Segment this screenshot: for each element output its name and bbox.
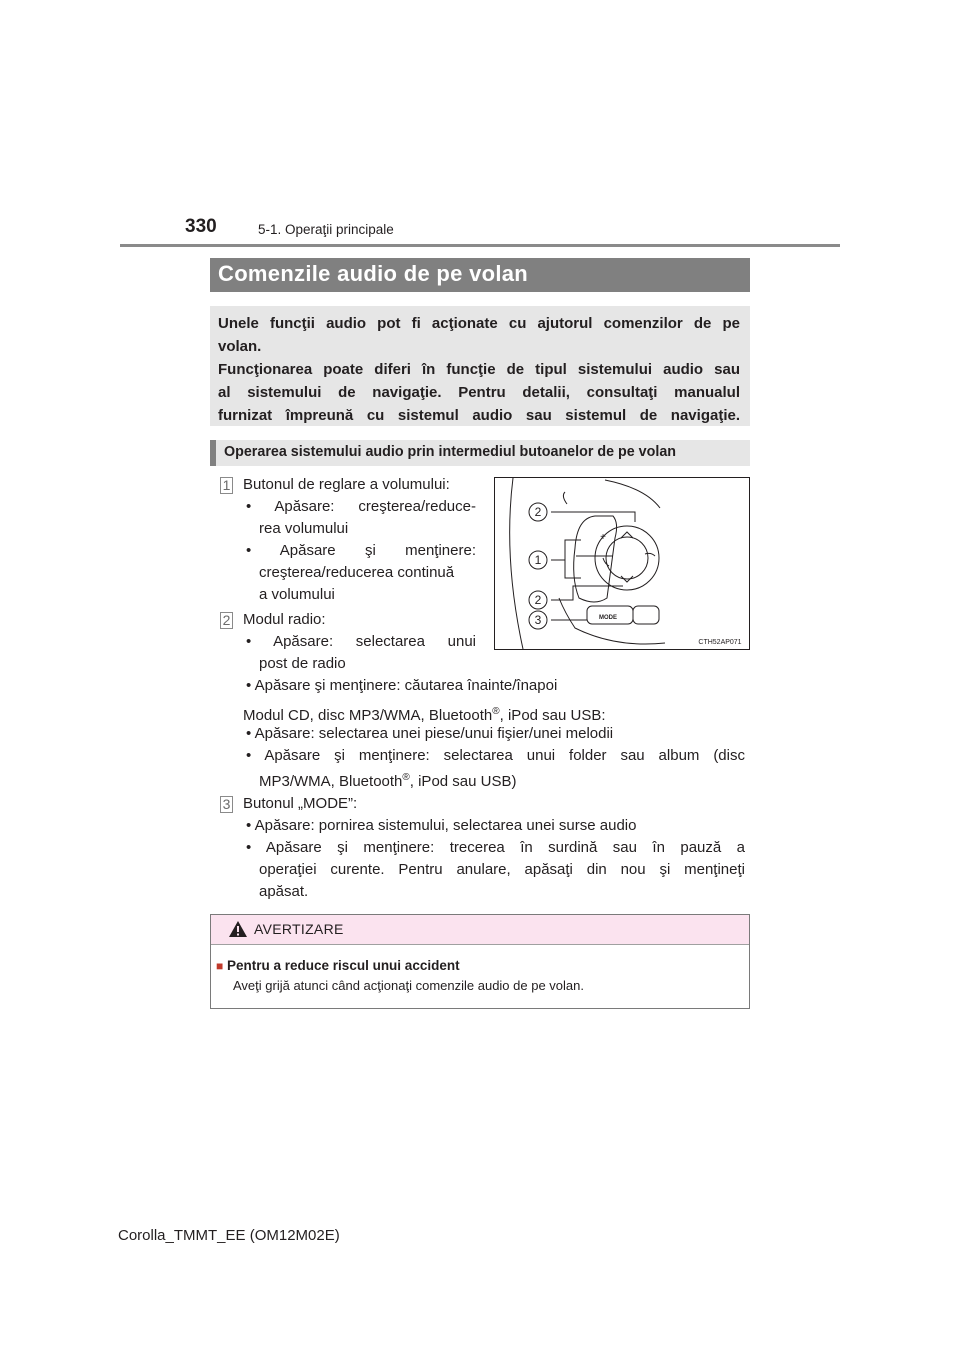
intro-line: volan. (218, 338, 262, 355)
item1-bullet-cont: rea volumului (259, 520, 349, 537)
callout-label: 1 (534, 553, 542, 567)
item3-bullet: • Apăsare şi menţinere: trecerea în surdină sau în pauză a (246, 839, 745, 856)
mode-label: MODE (599, 615, 617, 621)
item2-bullet: • Apăsare: selectarea unui (246, 633, 476, 650)
voice-button (633, 606, 659, 624)
item2-mode-text: , iPod sau USB: (499, 707, 606, 724)
wheel-detail (563, 492, 567, 504)
intro-line: Funcţionarea poate diferi în funcţie de tipul sistemului audio sau (218, 361, 740, 378)
item-number-2: 2 (220, 612, 233, 629)
subheading-bar (210, 440, 750, 466)
callout-label: 3 (534, 613, 542, 627)
subheading: Operarea sistemului audio prin intermediul butoanelor de pe volan (224, 444, 677, 460)
intro-line: furnizat împreună cu sistemul audio sau sistemul de navigaţie. (218, 407, 740, 424)
item-number-1: 1 (220, 477, 233, 494)
warning-icon (228, 920, 248, 938)
item1-bullet-cont: creşterea/reducerea continuă (259, 564, 455, 581)
callout-label: 2 (534, 593, 542, 607)
wheel-spoke-line (559, 598, 665, 644)
page-title: Comenzile audio de pe volan (218, 261, 529, 286)
registered-mark: ® (492, 706, 500, 717)
item3-title: Butonul „MODE”: (243, 795, 358, 812)
item1-bullet: • Apăsare şi menţinere: (246, 542, 476, 559)
wheel-detail (605, 480, 660, 508)
item-number-3: 3 (220, 796, 233, 813)
page-number: 330 (185, 216, 217, 237)
steering-switch-figure (494, 477, 750, 650)
section-title: 5-1. Operaţii principale (258, 222, 394, 237)
callout-line-2b (551, 586, 623, 600)
callout-line-2 (551, 512, 635, 522)
item1-bullet-cont: a volumului (259, 586, 335, 603)
warning-heading-row (216, 958, 460, 973)
footer-code: Corolla_TMMT_EE (OM12M02E) (118, 1227, 340, 1244)
item2-bullet: • Apăsare şi menţinere: selectarea unui folder sau album (disc (246, 747, 745, 764)
warning-header (211, 915, 749, 945)
phone-hang-icon (645, 553, 655, 556)
steering-switch-illustration (495, 478, 749, 649)
intro-line: Unele funcţii audio pot fi acţionate cu ajutorul comenzilor de pe (218, 315, 740, 332)
item2-bullet-cont (259, 767, 516, 793)
page-title-bar (210, 258, 750, 292)
item2-bullet-cont: post de radio (259, 655, 346, 672)
intro-box (210, 306, 750, 426)
callout-label: 2 (534, 505, 542, 519)
warning-label: AVERTIZARE (254, 921, 344, 937)
warning-heading: Pentru a reduce riscul unui accident (227, 958, 460, 973)
intro-line: al sistemului de navigaţie. Pentru detalii, consultaţi manualul (218, 384, 740, 401)
item2-bullet-text: MP3/WMA, Bluetooth (259, 773, 403, 790)
item3-bullet-cont: operaţiei curente. Pentru anulare, apăsaţi din nou şi menţineţi (259, 861, 745, 878)
item1-title: Butonul de reglare a volumului: (243, 476, 450, 493)
item2-bullet: • Apăsare: selectarea unei piese/unui fişier/unei melodii (246, 725, 614, 742)
warning-box (210, 914, 750, 1009)
callout-line-1 (551, 540, 581, 578)
warning-text: Aveţi grijă atunci când acţionaţi comenzile audio de pe volan. (233, 978, 584, 993)
item2-bullet-text: , iPod sau USB) (409, 773, 517, 790)
item2-mode-text: Modul CD, disc MP3/WMA, Bluetooth (243, 707, 493, 724)
item2-title: Modul radio: (243, 611, 326, 628)
item3-bullet: • Apăsare: pornirea sistemului, selectarea unei surse audio (246, 817, 637, 834)
plus-label: + (600, 532, 606, 543)
item3-bullet-cont: apăsat. (259, 883, 309, 900)
registered-mark: ® (402, 772, 410, 783)
wheel-rim (510, 478, 523, 649)
figure-code: CTH52AP071 (698, 639, 742, 646)
header-divider (120, 244, 840, 247)
item2-bullet: • Apăsare şi menţinere: căutarea înainte/înapoi (246, 677, 558, 694)
item1-bullet: • Apăsare: creşterea/reduce- (246, 498, 476, 515)
square-bullet-icon: ■ (216, 959, 224, 973)
